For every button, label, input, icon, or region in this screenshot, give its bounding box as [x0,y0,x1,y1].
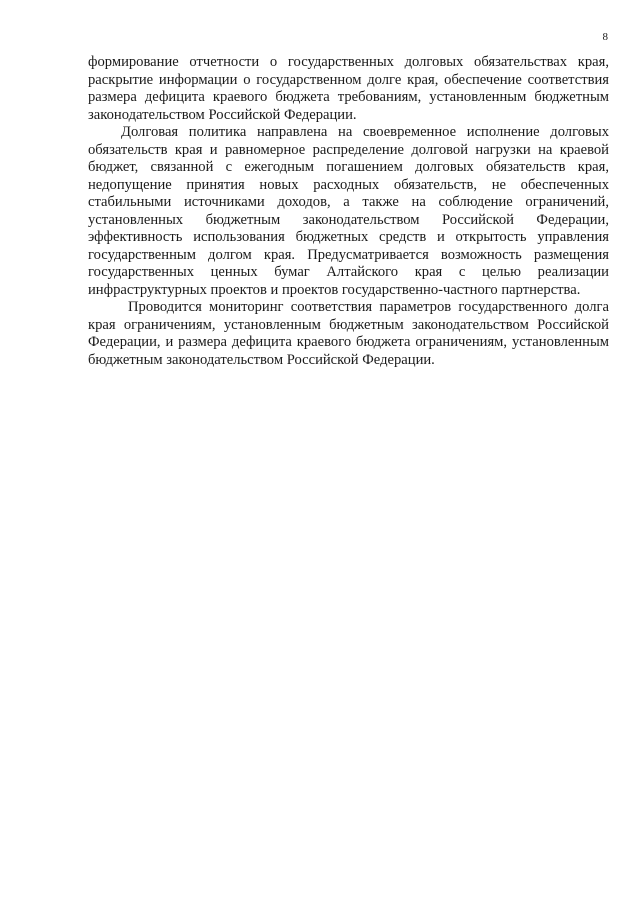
document-body [88,54,609,369]
paragraph-debt-reporting: формирование отчетности о государственных долговых обязательствах края, раскрытие информации о государственном долге края, обеспечение соответствия размера дефицита краевого бюджета требованиям, установленным бюджетным законодательством Российской Федерации. [88,54,609,123]
paragraph-debt-policy: Долговая политика направлена на своевременное исполнение долговых обязательств края и равномерное распределение долговой нагрузки на краевой бюджет, связанной с ежегодным погашением долговых обязательств края, недопущение принятия новых расходных обязательств, не обеспеченных стабильными источниками доходов, а также на соблюдение ограничений, установленных бюджетным законодательством Российской Федерации, эффективность использования бюджетных средств и открытость управления государственным долгом края. Предусматривается возможность размещения государственных ценных бумаг Алтайского края с целью реализации инфраструктурных проектов и проектов государственно-частного партнерства. [88,124,609,298]
paragraph-debt-monitoring: Проводится мониторинг соответствия параметров государственного долга края ограничениям, установленным бюджетным законодательством Российской Федерации, и размера дефицита краевого бюджета ограничениям, установленным бюджетным законодательством Российской Федерации. [88,299,609,368]
page-number: 8 [602,31,608,43]
